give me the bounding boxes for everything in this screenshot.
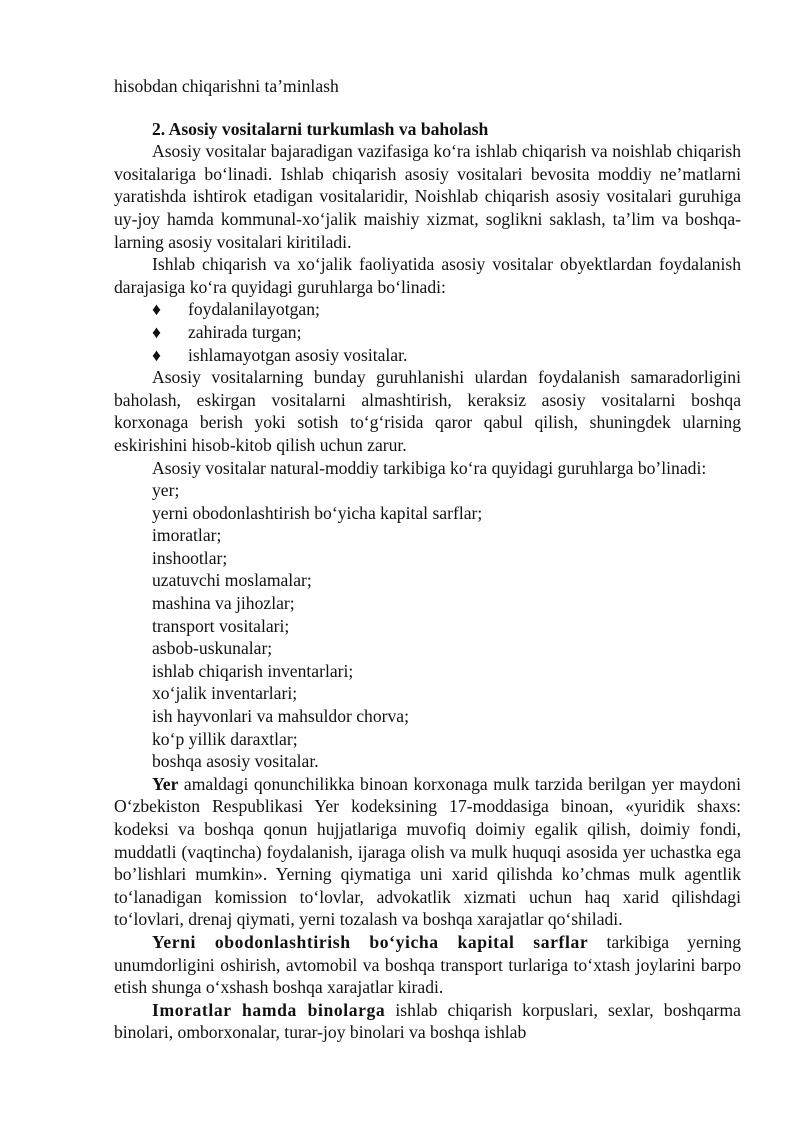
list-item: xo‘jalik inventarlari;: [152, 683, 298, 704]
bullet-item: [114, 344, 741, 367]
bullet-text: ishlamayotgan asosiy vositalar.: [188, 344, 408, 365]
list-item: yerni obodonlashtirish bo‘yicha kapital sarflar;: [152, 502, 483, 523]
diamond-bullet-icon: ♦: [152, 321, 161, 342]
diamond-bullet-icon: ♦: [152, 344, 161, 365]
list-item: ishlab chiqarish inventarlari;: [152, 660, 354, 681]
paragraph-3: Asosiy vositalarning bunday guruhlanishi ulardan foydalanish samaradorligini baholash, eskirgan vositalarni almashtirish, keraksiz asosiy vositalarni boshqa korxonaga berish yoki sotish to‘g‘risida qaror qabul qilish, shuningdek ularning eskirishini hisob-kitob qilish uchun zarur.: [114, 367, 741, 455]
list-item: transport vositalari;: [152, 615, 290, 636]
paragraph-2: Ishlab chiqarish va xo‘jalik faoliyatida asosiy vositalar obyektlardan foydalanish darajasiga ko‘ra quyidagi guruhlarga bo‘linadi:: [114, 254, 741, 297]
list-item: yer;: [152, 480, 180, 501]
bullet-text: zahirada turgan;: [188, 321, 302, 342]
intro-line: hisobdan chiqarishni ta’minlash: [114, 76, 339, 96]
paragraph-4: Asosiy vositalar natural-moddiy tarkibiga ko‘ra quyidagi guruhlarga bo’linadi:: [152, 457, 707, 478]
list-item: mashina va jihozlar;: [152, 593, 295, 614]
list-item: boshqa asosiy vositalar.: [152, 751, 319, 772]
bullet-item: [114, 298, 741, 321]
section-heading: 2. Asosiy vositalarni turkumlash va baholash: [152, 118, 489, 139]
bullet-text: foydalanilayotgan;: [188, 299, 320, 320]
term-imoratlar: Imoratlar hamda binolarga: [152, 999, 386, 1020]
diamond-bullet-icon: ♦: [152, 299, 161, 320]
list-item: uzatuvchi moslamalar;: [152, 570, 312, 591]
paragraph-7-text: ishlab chiqarish korpuslari, sexlar, boshqarma binolari, omborxonalar, turar-joy binolari va boshqa ishlab: [114, 999, 741, 1043]
paragraph-1: Asosiy vositalar bajaradigan vazifasiga ko‘ra ishlab chiqarish va noishlab chiqarish vositalariga bo‘linadi. Ishlab chiqarish asosiy vositalari bevosita moddiy ne’matlarni yaratishda ishtirok etadigan vositalaridir, Noishlab chiqarish asosiy vositalari guruhiga uy-joy hamda kommunal-xo‘jalik maishiy xizmat, soglikni saklash, ta’lim va boshqa-larning asosiy vositalari kiritiladi.: [114, 141, 741, 252]
list-item: ish hayvonlari va mahsuldor chorva;: [152, 706, 409, 727]
page-content: [114, 75, 741, 1044]
bullet-item: [114, 321, 741, 344]
list-item: imoratlar;: [152, 525, 222, 546]
term-yer: Yer: [152, 773, 179, 794]
paragraph-6-text: tarkibiga yerning unumdorligini oshirish, avtomobil va boshqa transport turlariga to‘xtash joylarini barpo etish shunga o‘xshash boshqa xarajatlar kiradi.: [114, 931, 741, 998]
paragraph-5: [114, 773, 741, 931]
term-yerni-obodonlashtirish: Yerni obodonlashtirish bo‘yicha kapital sarflar: [152, 931, 589, 952]
list-item: ko‘p yillik daraxtlar;: [152, 728, 298, 749]
list-item: inshootlar;: [152, 547, 228, 568]
paragraph-6: [114, 931, 741, 999]
list-item: asbob-uskunalar;: [152, 638, 273, 659]
paragraph-5-text: amaldagi qonunchilikka binoan korxonaga mulk tarzida berilgan yer maydoni O‘zbekiston Respublikasi Yer kodeksining 17-moddasiga binoan, «yuridik shaxs: kodeksi va boshqa qonun hujjatlariga muvofiq doimiy egalik qilish, doimiy fondi, muddatli (vaqtincha) foydalanish, ijaraga olish va mulk huquqi asosida yer uchastka ega bo’lishlari mumkin». Yerning qiymatiga uni xarid qilishda ko’chmas mulk agentlik to‘lanadigan komission to‘lovlar, advokatlik xizmati uchun haq xarid qilishdagi to‘lovlari, drenaj qiymati, yerni tozalash va boshqa xarajatlar qo‘shiladi.: [114, 773, 741, 930]
paragraph-7: [114, 999, 741, 1044]
spacer: [114, 98, 741, 118]
